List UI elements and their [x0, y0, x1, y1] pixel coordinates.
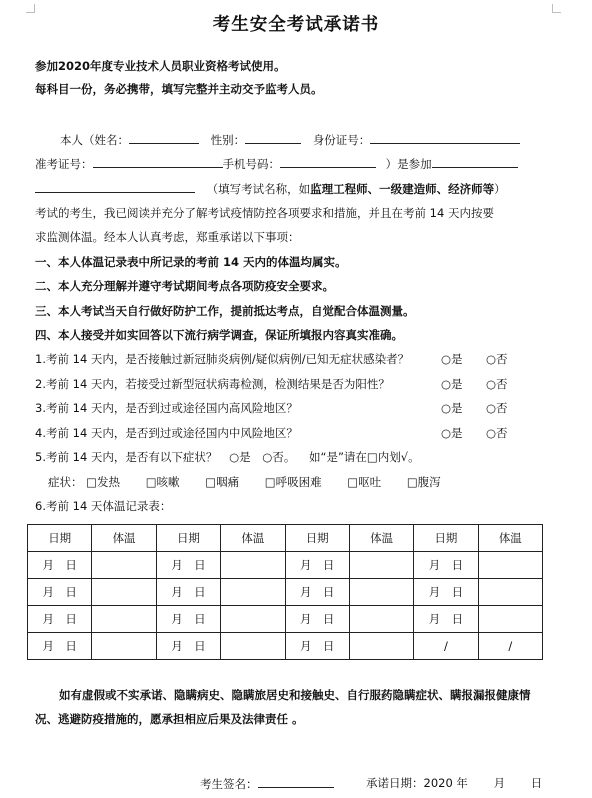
date-cell[interactable]: 月 日 — [285, 633, 349, 660]
temperature-cell[interactable] — [92, 633, 156, 660]
temperature-cell[interactable] — [221, 579, 285, 606]
table-header-cell: 日期 — [156, 525, 220, 552]
personal-info-line-3 — [35, 180, 506, 197]
question-2-no-option[interactable]: ○否 — [486, 377, 508, 391]
table-row — [28, 606, 543, 633]
intro-line-2: 求监测体温。经本人认真考虑，郑重承诺以下事项： — [35, 230, 300, 244]
name-label: 本人（姓名： — [60, 133, 129, 147]
temperature-cell[interactable] — [92, 552, 156, 579]
exam-name-examples: 监理工程师、一级建造师、经济师等 — [310, 182, 495, 196]
symptom-vomiting-checkbox[interactable]: □呕吐 — [347, 475, 382, 489]
temperature-cell[interactable] — [221, 633, 285, 660]
temperature-cell[interactable] — [92, 606, 156, 633]
question-5-text: 5.考前 14 天内，是否有以下症状？ — [35, 450, 218, 464]
question-1-yes-option[interactable]: ○是 — [441, 352, 463, 366]
commitment-date — [366, 775, 542, 791]
signature-label: 考生签名： — [200, 777, 258, 791]
date-cell[interactable]: 月 日 — [156, 552, 220, 579]
exam-name-blank-start[interactable] — [432, 155, 518, 168]
intro-line-1: 考试的考生，我已阅读并充分了解考试疫情防控各项要求和措施，并且在考前 14 天内按要 — [35, 206, 494, 220]
date-cell[interactable]: 月 日 — [156, 579, 220, 606]
personal-info-line-2 — [35, 155, 518, 172]
question-3-no-option[interactable]: ○否 — [486, 401, 508, 415]
temperature-cell[interactable] — [92, 579, 156, 606]
question-5-no-option[interactable]: ○否。 — [262, 450, 296, 464]
question-3-yes-option[interactable]: ○是 — [441, 401, 463, 415]
signature-blank[interactable] — [258, 775, 334, 788]
phone-label: 手机号码： — [222, 157, 280, 171]
table-header-cell: 日期 — [414, 525, 478, 552]
commitment-item: 二、本人充分理解并遵守考试期间考点各项防疫安全要求。 — [35, 279, 334, 293]
symptom-sore-throat-checkbox[interactable]: □咽痛 — [205, 475, 240, 489]
temperature-cell[interactable] — [478, 579, 542, 606]
empty-slash-cell: / — [478, 633, 542, 660]
temperature-cell[interactable] — [349, 579, 413, 606]
question-1: 1.考前 14 天内，是否接触过新冠肺炎病例/疑似病例/已知无症状感染者？ — [35, 352, 410, 366]
symptom-list — [48, 474, 441, 490]
id-number-label: 身份证号： — [312, 133, 371, 147]
question-5 — [35, 449, 420, 465]
date-cell[interactable]: 月 日 — [285, 579, 349, 606]
date-day-label: 日 — [530, 776, 543, 790]
temperature-cell[interactable] — [478, 552, 542, 579]
table-header-cell: 体温 — [478, 525, 542, 552]
question-4: 4.考前 14 天内，是否到过或途径国内中风险地区？ — [35, 426, 298, 440]
name-blank[interactable] — [129, 131, 199, 144]
commitment-item: 四、本人接受并如实回答以下流行病学调查，保证所填报内容真实准确。 — [35, 328, 403, 342]
usage-note: 参加2020年度专业技术人员职业资格考试使用。 — [35, 59, 286, 73]
submit-note: 每科目一份，务必携带，填写完整并主动交予监考人员。 — [35, 82, 323, 96]
signature-field — [200, 775, 334, 792]
question-4-no-option[interactable]: ○否 — [486, 426, 508, 440]
attend-label: ）是参加 — [385, 157, 432, 171]
date-cell[interactable]: 月 日 — [28, 606, 92, 633]
date-cell[interactable]: 月 日 — [285, 606, 349, 633]
date-label: 承诺日期：2020 年 — [366, 776, 468, 790]
question-4-yes-option[interactable]: ○是 — [441, 426, 463, 440]
date-cell[interactable]: 月 日 — [28, 579, 92, 606]
temperature-cell[interactable] — [349, 633, 413, 660]
question-2-yes-option[interactable]: ○是 — [441, 377, 463, 391]
symptom-label: 症状： — [48, 475, 83, 489]
symptom-cough-checkbox[interactable]: □咳嗽 — [145, 475, 180, 489]
temperature-cell[interactable] — [349, 552, 413, 579]
exam-name-hint-close: ） — [494, 182, 506, 196]
question-3: 3.考前 14 天内，是否到过或途径国内高风险地区？ — [35, 401, 298, 415]
temperature-cell[interactable] — [349, 606, 413, 633]
document-title: 考生安全考试承诺书 — [212, 15, 380, 35]
commitment-item: 三、本人考试当天自行做好防护工作，提前抵达考点，自觉配合体温测量。 — [35, 304, 415, 318]
temperature-cell[interactable] — [478, 606, 542, 633]
date-cell[interactable]: 月 日 — [28, 633, 92, 660]
question-2: 2.考前 14 天内，若接受过新型冠状病毒检测，检测结果是否为阳性？ — [35, 377, 390, 391]
table-row — [28, 579, 543, 606]
liability-statement: 如有虚假或不实承诺、隐瞒病史、隐瞒旅居史和接触史、自行服药隐瞒症状、瞒报漏报健康情况、逃避防疫措施的，愿承担相应后果及法律责任 。 — [35, 688, 531, 726]
phone-blank[interactable] — [280, 155, 376, 168]
table-row — [28, 552, 543, 579]
question-5-yes-option[interactable]: ○是 — [229, 450, 251, 464]
id-number-blank[interactable] — [370, 131, 520, 144]
question-6: 6.考前 14 天体温记录表： — [35, 499, 172, 513]
date-cell[interactable]: 月 日 — [156, 633, 220, 660]
table-header-cell: 日期 — [28, 525, 92, 552]
date-cell[interactable]: 月 日 — [414, 579, 478, 606]
temperature-record-table — [27, 524, 543, 660]
exam-name-blank[interactable] — [35, 180, 195, 193]
symptom-breathing-difficulty-checkbox[interactable]: □呼吸困难 — [264, 475, 322, 489]
question-5-note: 如“是”请在□内划√。 — [308, 450, 420, 464]
table-header-cell: 日期 — [285, 525, 349, 552]
empty-slash-cell: / — [414, 633, 478, 660]
date-cell[interactable]: 月 日 — [285, 552, 349, 579]
exam-name-hint: （填写考试名称，如 — [206, 182, 311, 196]
ticket-number-label: 准考证号： — [35, 157, 93, 171]
table-row — [28, 633, 543, 660]
date-cell[interactable]: 月 日 — [414, 606, 478, 633]
date-cell[interactable]: 月 日 — [414, 552, 478, 579]
personal-info-line-1 — [60, 131, 520, 148]
date-cell[interactable]: 月 日 — [28, 552, 92, 579]
commitment-item: 一、本人体温记录表中所记录的考前 14 天内的体温均属实。 — [35, 255, 347, 269]
symptom-fever-checkbox[interactable]: □发热 — [86, 475, 121, 489]
ticket-number-blank[interactable] — [93, 155, 223, 168]
date-month-label: 月 — [493, 776, 506, 790]
table-header-cell: 体温 — [92, 525, 156, 552]
question-1-no-option[interactable]: ○否 — [486, 352, 508, 366]
table-header-cell: 体温 — [221, 525, 285, 552]
gender-label: 性别： — [210, 133, 246, 147]
gender-blank[interactable] — [245, 131, 301, 144]
temperature-cell[interactable] — [221, 552, 285, 579]
table-header-cell: 体温 — [349, 525, 413, 552]
table-header-row — [28, 525, 543, 552]
temperature-cell[interactable] — [221, 606, 285, 633]
symptom-diarrhea-checkbox[interactable]: □腹泻 — [406, 475, 441, 489]
date-cell[interactable]: 月 日 — [156, 606, 220, 633]
